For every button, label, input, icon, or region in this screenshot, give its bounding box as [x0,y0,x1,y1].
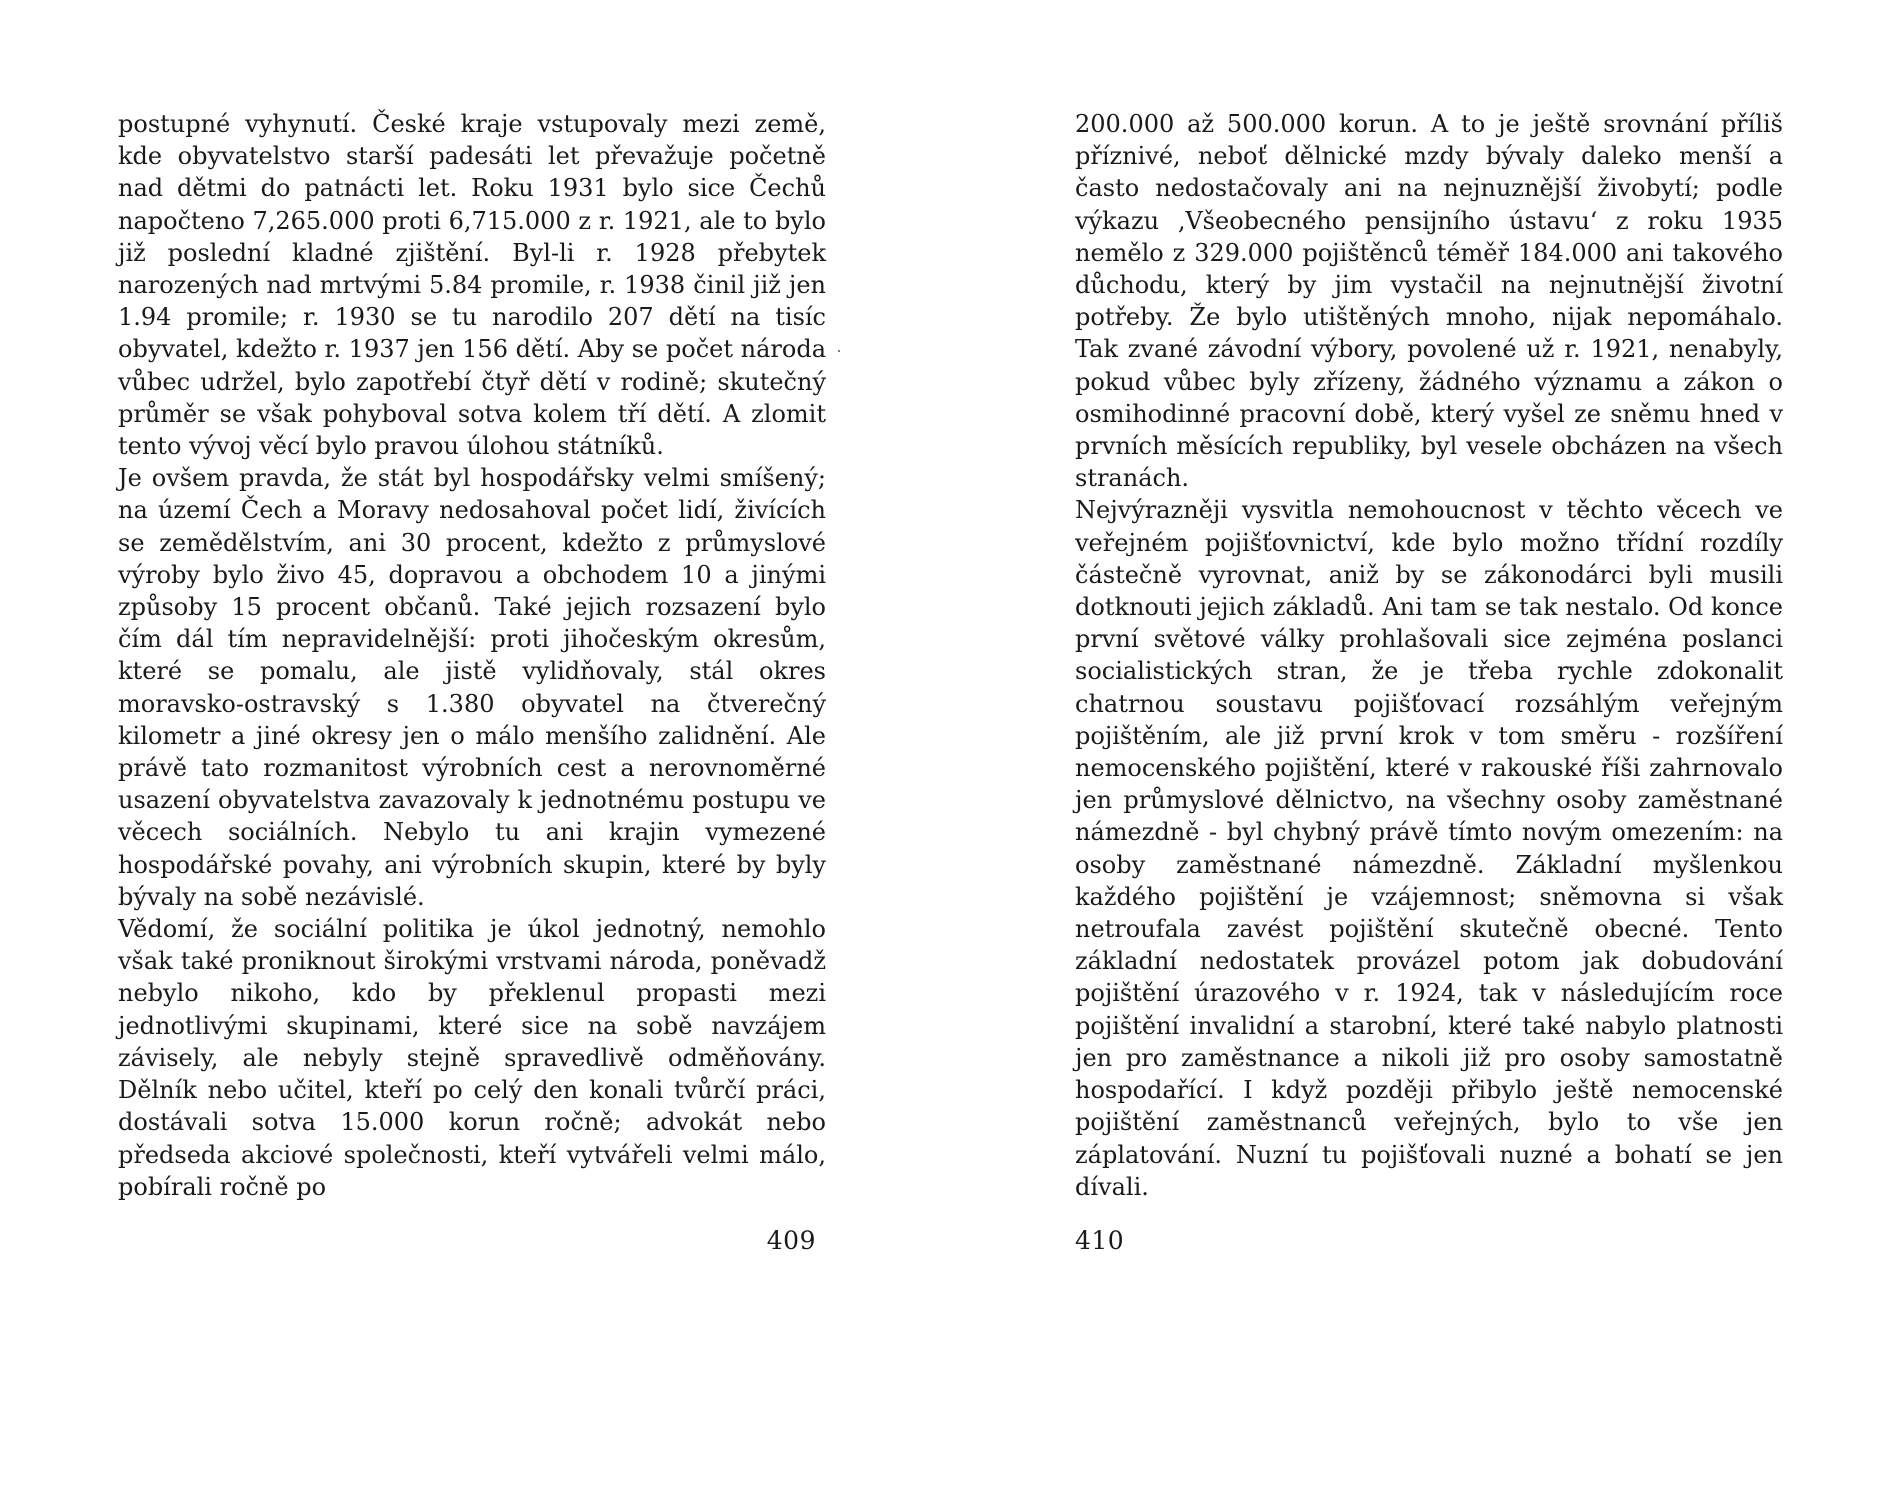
left-page [118,108,826,1255]
right-page-text [1075,108,1783,1203]
page-number: 410 [1075,1226,1125,1255]
page-number: 409 [766,1226,816,1255]
margin-dot [838,350,840,352]
paragraph: Je ovšem pravda, že stát byl hospodářsky velmi smíšený; na území Čech a Moravy nedosahoval počet lidí, živících se zemědělstvím, ani 30 procent, kdežto z průmyslové výroby bylo živo 45, dopravou a obchodem 10 a jinými způsoby 15 procent občanů. Také jejich rozsazení bylo čím dál tím nepravidelnější: proti jihočeským okresům, které se pomalu, ale jistě vylidňovaly, stál okres moravsko-ostravský s 1.380 obyvatel na čtverečný kilometr a jiné okresy jen o málo menšího zalidnění. Ale právě tato rozmanitost výrobních cest a nerovnoměrné usazení obyvatelstva zavazovaly k jednotnému postupu ve věcech sociálních. Nebylo tu ani krajin vymezené hospodářské povahy, ani výrobních skupin, které by byly bývaly na sobě nezávislé. [118,464,826,911]
paragraph: 200.000 až 500.000 korun. A to je ještě srovnání příliš příznivé, neboť dělnické mzdy bývaly daleko menší a často nedostačovaly ani na nejnuznější živobytí; podle výkazu ‚Všeobecného pensijního ústavu‘ z roku 1935 nemělo z 329.000 pojištěnců téměř 184.000 ani takového důchodu, který by jim vystačil na nejnutnější životní potřeby. Že bylo utištěných mnoho, nijak nepomáhalo. Tak zvané závodní výbory, povolené už r. 1921, nenabyly, pokud vůbec byly zřízeny, žádného významu a zákon o osmihodinné pracovní době, který vyšel ze sněmu hned v prvních měsících republiky, byl vesele obcházen na všech stranách. [1075,110,1783,493]
right-page [1075,108,1783,1255]
paragraph: postupné vyhynutí. České kraje vstupovaly mezi země, kde obyvatelstvo starší padesáti let převažuje početně nad dětmi do patnácti let. Roku 1931 bylo sice Čechů napočteno 7,265.000 proti 6,715.000 z r. 1921, ale to bylo již poslední kladné zjištění. Byl-li r. 1928 přebytek narozených nad mrtvými 5.84 promile, r. 1938 činil již jen 1.94 promile; r. 1930 se tu narodilo 207 dětí na tisíc obyvatel, kdežto r. 1937 jen 156 dětí. Aby se počet národa vůbec udržel, bylo zapotřebí čtyř dětí v rodině; skutečný průměr se však pohyboval sotva kolem tří dětí. A zlomit tento vývoj věcí bylo pravou úlohou státníků. [118,110,826,461]
paragraph: Vědomí, že sociální politika je úkol jednotný, nemohlo však také proniknout širokými vrstvami národa, poněvadž nebylo nikoho, kdo by překlenul propasti mezi jednotlivými skupinami, které sice na sobě navzájem závisely, ale nebyly stejně spravedlivě odměňovány. Dělník nebo učitel, kteří po celý den konali tvůrčí práci, dostávali sotva 15.000 korun ročně; advokát nebo předseda akciové společnosti, kteří vytvářeli velmi málo, pobírali ročně po [118,915,826,1201]
left-page-text [118,108,826,1203]
paragraph: Nejvýrazněji vysvitla nemohoucnost v těchto věcech ve veřejném pojišťovnictví, kde bylo možno třídní rozdíly částečně vyrovnat, aniž by se zákonodárci byli musili dotknouti jejich základů. Ani tam se tak nestalo. Od konce první světové války prohlašovali sice zejména poslanci socialistických stran, že je třeba rychle zdokonalit chatrnou soustavu pojišťovací rozsáhlým veřejným pojištěním, ale již první krok v tom směru - rozšíření nemocenského pojištění, které v rakouské říši zahrnovalo jen průmyslové dělnictvo, na všechny osoby zaměstnané námezdně - byl chybný právě tímto novým omezením: na osoby zaměstnané námezdně. Základní myšlenkou každého pojištění je vzájemnost; sněmovna si však netroufala zavést pojištění skutečně obecné. Tento základní nedostatek provázel potom jak dobudování pojištění úrazového v r. 1924, tak v následujícím roce pojištění invalidní a starobní, které také nabylo platnosti jen pro zaměstnance a nikoli již pro osoby samostatně hospodařící. I když později přibylo ještě nemocenské pojištění zaměstnanců veřejných, bylo to vše jen záplatování. Nuzní tu pojišťovali nuzné a bohatí se jen dívali. [1075,496,1783,1201]
